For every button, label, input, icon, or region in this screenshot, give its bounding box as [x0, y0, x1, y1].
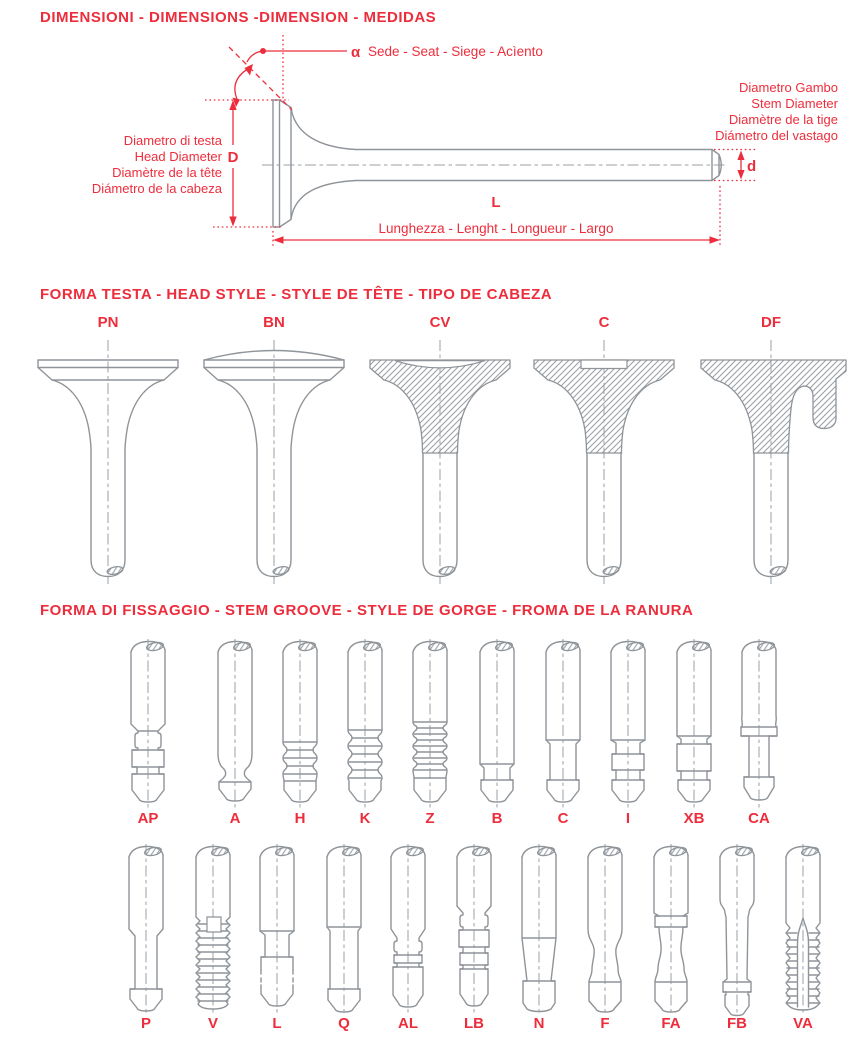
stem-groove-FB	[705, 843, 769, 1032]
label-line: Head Diameter	[134, 149, 222, 164]
head-style-label: CV	[429, 314, 451, 331]
stem-groove-Z	[398, 638, 462, 827]
stem-groove-C	[531, 638, 595, 827]
stem-groove-label: C	[557, 810, 569, 827]
label-line: Diametro di testa	[123, 133, 222, 148]
stem-drawing-N	[507, 843, 571, 1024]
stem-drawing-B	[465, 638, 529, 819]
stem-groove-label: N	[533, 1015, 545, 1032]
stem-drawing-I	[596, 638, 660, 819]
head-style-drawing-DF	[686, 338, 856, 593]
stem-groove-label: F	[600, 1015, 610, 1032]
stem-groove-label: L	[272, 1015, 282, 1032]
stem-groove-label: Q	[338, 1015, 350, 1032]
label-line: Diametro Gambo	[739, 80, 838, 95]
stem-drawing-Q	[312, 843, 376, 1024]
stem-groove-AL	[376, 843, 440, 1032]
stem-drawing-FA	[639, 843, 703, 1024]
stem-groove-label: H	[294, 810, 306, 827]
head-style-DF	[686, 314, 856, 593]
stem-drawing-FB	[705, 843, 769, 1024]
stem-groove-XB	[662, 638, 726, 827]
stem-groove-L	[245, 843, 309, 1032]
stem-groove-label: AL	[398, 1015, 418, 1032]
stem-groove-label: P	[140, 1015, 151, 1032]
head-style-title: FORMA TESTA - HEAD STYLE - STYLE DE TÊTE - TIPO DE CABEZA	[40, 286, 553, 303]
dimensions-title: DIMENSIONI - DIMENSIONS -DIMENSION - MEDIDAS	[40, 9, 437, 26]
label-line: Diámetro de la cabeza	[91, 181, 222, 196]
stem-drawing-AL	[376, 843, 440, 1024]
stem-drawing-AP	[116, 638, 180, 819]
stem-groove-label: CA	[748, 810, 770, 827]
stem-drawing-H	[268, 638, 332, 819]
stem-groove-label: B	[491, 810, 503, 827]
stem-groove-label: FA	[661, 1015, 681, 1032]
head-style-PN	[23, 314, 193, 593]
stem-groove-label: FB	[727, 1015, 747, 1032]
stem-groove-label: AP	[137, 810, 159, 827]
head-style-BN	[189, 314, 359, 593]
stem-groove-VA	[771, 843, 835, 1032]
head-style-CV	[355, 314, 525, 593]
head-style-label: C	[598, 314, 610, 331]
stem-drawing-K	[333, 638, 397, 819]
stem-groove-F	[573, 843, 637, 1032]
stem-drawing-VA	[771, 843, 835, 1024]
seat-label: Sede - Seat - Siege - Acìento	[368, 44, 543, 59]
stem-drawing-L	[245, 843, 309, 1024]
head-style-C	[519, 314, 689, 593]
label-line: Diamètre de la tête	[112, 165, 222, 180]
stem-groove-K	[333, 638, 397, 827]
stem-drawing-P	[114, 843, 178, 1024]
stem-drawing-CA	[727, 638, 791, 819]
head-style-drawing-CV	[355, 338, 525, 593]
head-diameter-label	[0, 133, 222, 197]
stem-drawing-A	[203, 638, 267, 819]
stem-groove-title: FORMA DI FISSAGGIO - STEM GROOVE - STYLE DE GORGE - FROMA DE LA RANURA	[40, 602, 694, 619]
stem-groove-N	[507, 843, 571, 1032]
stem-groove-P	[114, 843, 178, 1032]
stem-groove-label: XB	[683, 810, 705, 827]
alpha-symbol: α	[351, 44, 361, 61]
stem-drawing-XB	[662, 638, 726, 819]
stem-drawing-Z	[398, 638, 462, 819]
stem-groove-B	[465, 638, 529, 827]
stem-groove-FA	[639, 843, 703, 1032]
stem-drawing-LB	[442, 843, 506, 1024]
stem-drawing-F	[573, 843, 637, 1024]
head-diameter-symbol: D	[227, 149, 239, 166]
length-symbol: L	[491, 194, 501, 211]
head-style-drawing-PN	[23, 338, 193, 593]
head-style-drawing-BN	[189, 338, 359, 593]
stem-groove-CA	[727, 638, 791, 827]
stem-groove-label: Z	[425, 810, 435, 827]
stem-groove-A	[203, 638, 267, 827]
stem-diameter-symbol: d	[747, 158, 757, 175]
stem-diameter-label	[600, 80, 838, 144]
stem-drawing-V	[181, 843, 245, 1024]
stem-groove-label: K	[359, 810, 371, 827]
stem-groove-label: LB	[464, 1015, 484, 1032]
stem-groove-AP	[116, 638, 180, 827]
stem-groove-V	[181, 843, 245, 1032]
stem-groove-Q	[312, 843, 376, 1032]
head-style-label: BN	[263, 314, 285, 331]
head-style-label: PN	[97, 314, 119, 331]
stem-groove-I	[596, 638, 660, 827]
label-line: Stem Diameter	[751, 96, 838, 111]
stem-groove-label: V	[207, 1015, 218, 1032]
stem-groove-label: VA	[793, 1015, 813, 1032]
label-line: Diamètre de la tige	[728, 112, 838, 127]
stem-groove-label: I	[625, 810, 631, 827]
head-style-drawing-C	[519, 338, 689, 593]
stem-groove-H	[268, 638, 332, 827]
stem-groove-label: A	[229, 810, 241, 827]
head-style-label: DF	[761, 314, 781, 331]
stem-drawing-C	[531, 638, 595, 819]
stem-groove-LB	[442, 843, 506, 1032]
label-line: Diámetro del vastago	[715, 128, 838, 143]
length-label: Lunghezza - Lenght - Longueur - Largo	[378, 221, 614, 236]
